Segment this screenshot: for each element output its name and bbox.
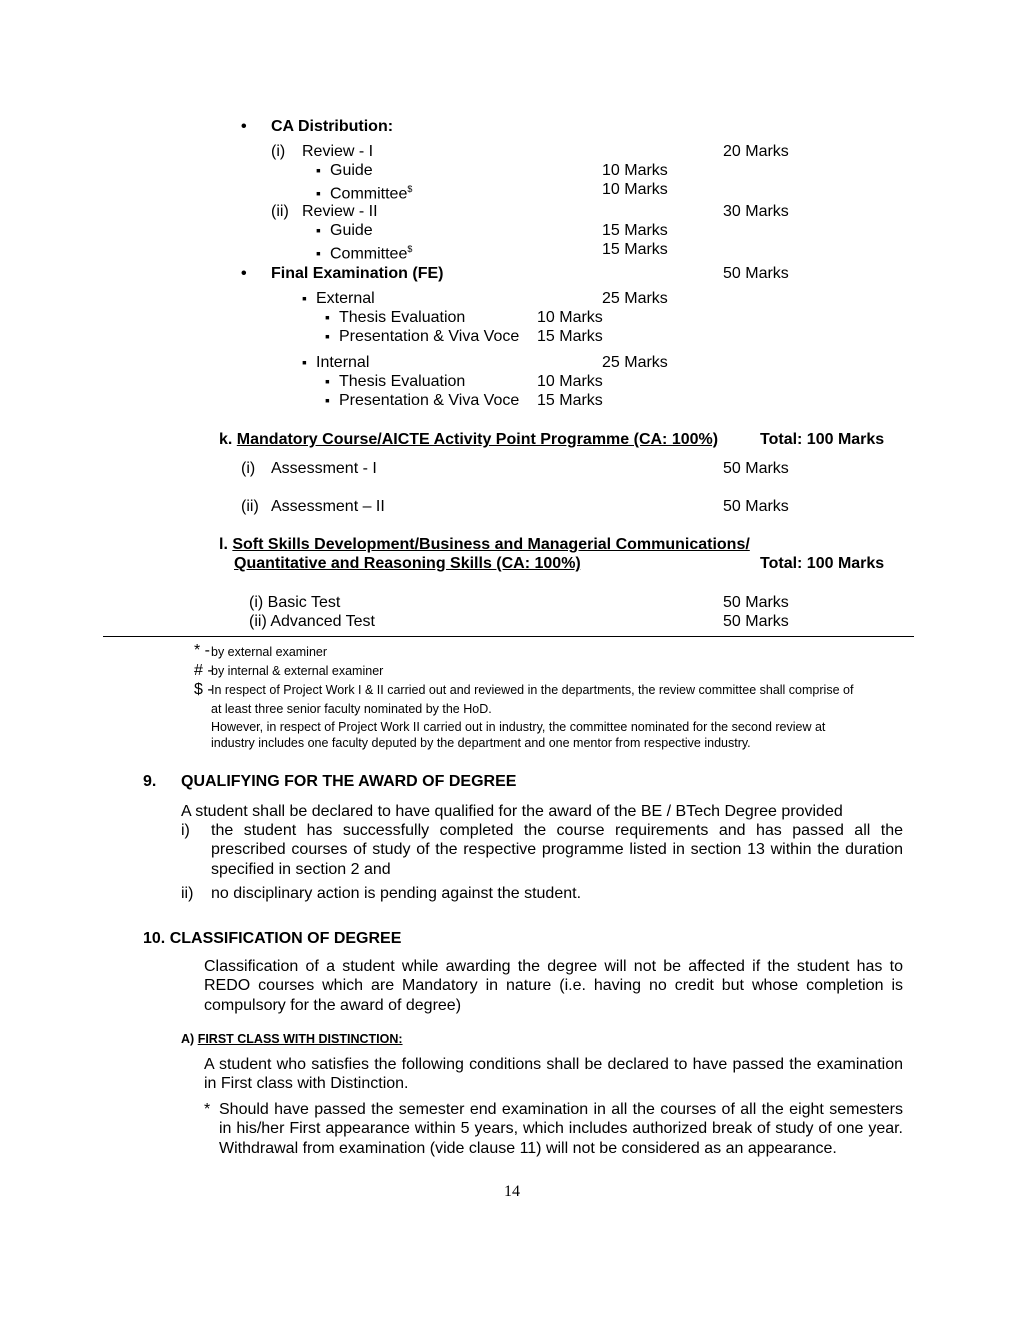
k-a2-num: (ii) (241, 498, 259, 515)
k-a1-num: (i) (241, 460, 256, 477)
k-a2-marks: 50 Marks (723, 498, 789, 515)
s10-bullet-text: Should have passed the semester end examination in all the courses of all the eight semesters in his/her First appearance within 5 years, which includes authorized break of study of one year. Withdrawal from examination (vide clause 11) will not be considered as an appearance. (219, 1101, 903, 1157)
review-2-num: (ii) (271, 203, 289, 220)
l-advanced-test: (ii) Advanced Test (249, 613, 375, 630)
s10-a-para: A student who satisfies the following conditions shall be declared to have passed the examination in First class with Distinction. (204, 1056, 903, 1093)
s9-title: QUALIFYING FOR THE AWARD OF DEGREE (181, 773, 517, 790)
review-1-label: Review - I (302, 143, 374, 160)
s9-i-text: the student has successfully completed the course requirements and has passed all the prescribed courses of study of the respective programme listed in section 13 within the duration specified in section 2 and (211, 822, 903, 878)
k-total: Total: 100 Marks (760, 431, 885, 448)
k-a1-label: Assessment - I (271, 460, 377, 477)
fn-star-sym: * - (194, 642, 210, 659)
fe-int-pres-label: ▪ Presentation & Viva Voce (325, 391, 519, 410)
l-heading-2: Quantitative and Reasoning Skills (CA: 100%) (234, 555, 581, 572)
r2-guide-marks: 15 Marks (602, 222, 668, 239)
l-basic-test: (i) Basic Test (249, 594, 341, 611)
fn-dollar-line-2: at least three senior faculty nominated by the HoD. (211, 702, 492, 716)
r2-committee-label: ▪ Committee$ (316, 240, 412, 263)
fn-dollar-sym: $ - (194, 681, 213, 698)
review-1-num: (i) (271, 143, 286, 160)
fe-internal-label: ▪ Internal (302, 353, 369, 372)
fe-marks: 50 Marks (723, 265, 789, 282)
fn-dollar-line-1: In respect of Project Work I & II carried out and reviewed in the departments, the review committee shall comprise of (211, 683, 854, 697)
fe-int-thesis-label: ▪ Thesis Evaluation (325, 372, 465, 391)
s10-bullet-sym: * (204, 1101, 211, 1118)
review-2-marks: 30 Marks (723, 203, 789, 220)
fe-ext-thesis-label: ▪ Thesis Evaluation (325, 308, 465, 327)
ca-distribution-heading: • CA Distribution: (271, 117, 393, 136)
r2-committee-marks: 15 Marks (602, 241, 668, 258)
r1-committee-marks: 10 Marks (602, 181, 668, 198)
k-a1-marks: 50 Marks (723, 460, 789, 477)
fn-star-text: by external examiner (211, 645, 328, 659)
r1-guide-label: ▪ Guide (316, 161, 373, 180)
s10-a-heading: A) FIRST CLASS WITH DISTINCTION: (181, 1032, 403, 1046)
s9-ii-text: no disciplinary action is pending against the student. (211, 885, 582, 902)
fe-ext-thesis-marks: 10 Marks (537, 309, 603, 326)
s9-ii-num: ii) (181, 885, 194, 902)
l-heading-1: l. Soft Skills Development/Business and Managerial Communications/ (219, 536, 750, 553)
r2-guide-label: ▪ Guide (316, 221, 373, 240)
r1-guide-marks: 10 Marks (602, 162, 668, 179)
fe-ext-pres-marks: 15 Marks (537, 328, 603, 345)
review-1-marks: 20 Marks (723, 143, 789, 160)
k-a2-label: Assessment – II (271, 498, 385, 515)
fe-heading: • Final Examination (FE) (271, 264, 443, 283)
s10-title: 10. CLASSIFICATION OF DEGREE (143, 930, 402, 947)
fe-int-thesis-marks: 10 Marks (537, 373, 603, 390)
review-2-label: Review - II (302, 203, 378, 220)
fn-hash-text: by internal & external examiner (211, 664, 384, 678)
s10-para: Classification of a student while awarding the degree will not be affected if the student has to REDO courses which are Mandatory in nature (i.e. having no credit but whose completion is compulsory for the award of degree) (204, 958, 903, 1014)
fe-external-label: ▪ External (302, 289, 375, 308)
footnote-divider (103, 636, 914, 637)
fe-external-marks: 25 Marks (602, 290, 668, 307)
l-advanced-test-marks: 50 Marks (723, 613, 789, 630)
l-total: Total: 100 Marks (760, 555, 885, 572)
fe-ext-pres-label: ▪ Presentation & Viva Voce (325, 327, 519, 346)
s9-intro: A student shall be declared to have qualified for the award of the BE / BTech Degree provided (181, 803, 843, 820)
fn-dollar-line-4: industry includes one faculty deputed by the department and one mentor from respective industry. (211, 736, 751, 750)
r1-committee-label: ▪ Committee$ (316, 180, 412, 203)
fn-hash-sym: # - (194, 662, 213, 679)
k-heading: k. Mandatory Course/AICTE Activity Point Programme (CA: 100%) (219, 431, 719, 448)
fe-int-pres-marks: 15 Marks (537, 392, 603, 409)
fn-dollar-line-3: However, in respect of Project Work II carried out in industry, the committee nominated for the second review at (211, 720, 826, 734)
s9-num: 9. (143, 773, 157, 790)
page-number: 14 (504, 1183, 520, 1200)
fe-internal-marks: 25 Marks (602, 354, 668, 371)
s9-i-num: i) (181, 822, 190, 839)
l-basic-test-marks: 50 Marks (723, 594, 789, 611)
